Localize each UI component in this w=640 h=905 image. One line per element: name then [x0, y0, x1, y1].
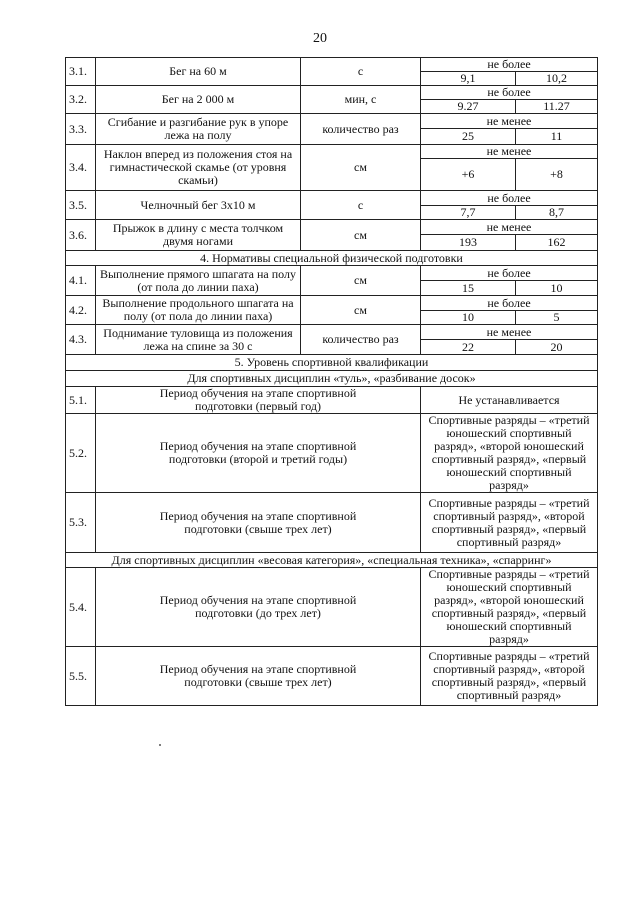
- table-row: [66, 414, 598, 493]
- unit: мин, с: [301, 86, 421, 114]
- row-number: 5.5.: [66, 647, 96, 706]
- row-number: 5.3.: [66, 493, 96, 553]
- table-row: [66, 325, 598, 340]
- table-row: [66, 145, 598, 159]
- table-row: [66, 493, 598, 553]
- value-1: +6: [421, 159, 516, 191]
- exercise-name: Бег на 60 м: [96, 58, 301, 86]
- condition: не более: [421, 266, 598, 281]
- condition: не более: [421, 191, 598, 206]
- row-number: 3.4.: [66, 145, 96, 191]
- condition: не менее: [421, 325, 598, 340]
- value-2: 162: [516, 235, 598, 251]
- exercise-name: Наклон вперед из положения стоя на гимнастической скамье (от уровня скамьи): [96, 145, 301, 191]
- table-row: [66, 220, 598, 235]
- section-header: 4. Нормативы специальной физической подготовки: [66, 251, 598, 266]
- row-number: 3.1.: [66, 58, 96, 86]
- value-1: 10: [421, 311, 516, 325]
- unit: см: [301, 220, 421, 251]
- period-name: Период обучения на этапе спортивной подготовки (первый год): [96, 387, 421, 414]
- value-2: 8,7: [516, 206, 598, 220]
- value-2: 5: [516, 311, 598, 325]
- table-row: [66, 296, 598, 311]
- scan-speck: [159, 744, 161, 746]
- row-number: 4.3.: [66, 325, 96, 355]
- condition: не менее: [421, 220, 598, 235]
- value-1: 9,1: [421, 72, 516, 86]
- period-name: Период обучения на этапе спортивной подготовки (свыше трех лет): [96, 493, 421, 553]
- qualification-value: Не устанавливается: [421, 387, 598, 414]
- value-2: +8: [516, 159, 598, 191]
- value-2: 11.27: [516, 100, 598, 114]
- exercise-name: Поднимание туловища из положения лежа на спине за 30 с: [96, 325, 301, 355]
- standards-table: [65, 57, 598, 706]
- section-header: 5. Уровень спортивной квалификации: [66, 355, 598, 371]
- row-number: 3.3.: [66, 114, 96, 145]
- table-row: [66, 568, 598, 647]
- unit: см: [301, 266, 421, 296]
- condition: не менее: [421, 114, 598, 129]
- row-number: 4.1.: [66, 266, 96, 296]
- table-row: [66, 114, 598, 129]
- condition: не менее: [421, 145, 598, 159]
- value-1: 9.27: [421, 100, 516, 114]
- exercise-name: Сгибание и разгибание рук в упоре лежа на полу: [96, 114, 301, 145]
- unit: с: [301, 58, 421, 86]
- unit: количество раз: [301, 114, 421, 145]
- table-row: [66, 266, 598, 281]
- condition: не более: [421, 58, 598, 72]
- subsection-header: Для спортивных дисциплин «весовая категория», «специальная техника», «спарринг»: [66, 553, 598, 568]
- row-number: 3.5.: [66, 191, 96, 220]
- period-name: Период обучения на этапе спортивной подготовки (свыше трех лет): [96, 647, 421, 706]
- qualification-value: Спортивные разряды – «третий юношеский спортивный разряд», «второй юношеский спортивный разряд», «первый юношеский спортивный разряд»: [421, 568, 598, 647]
- period-name: Период обучения на этапе спортивной подготовки (до трех лет): [96, 568, 421, 647]
- table-row: [66, 647, 598, 706]
- condition: не более: [421, 296, 598, 311]
- exercise-name: Бег на 2 000 м: [96, 86, 301, 114]
- value-2: 20: [516, 340, 598, 355]
- qualification-value: Спортивные разряды – «третий спортивный разряд», «второй спортивный разряд», «первый спортивный разряд»: [421, 493, 598, 553]
- row-number: 3.6.: [66, 220, 96, 251]
- unit: см: [301, 296, 421, 325]
- row-number: 5.1.: [66, 387, 96, 414]
- row-number: 3.2.: [66, 86, 96, 114]
- exercise-name: Выполнение продольного шпагата на полу (от пола до линии паха): [96, 296, 301, 325]
- value-1: 25: [421, 129, 516, 145]
- exercise-name: Прыжок в длину с места толчком двумя ногами: [96, 220, 301, 251]
- table-row: [66, 191, 598, 206]
- value-2: 10,2: [516, 72, 598, 86]
- value-1: 7,7: [421, 206, 516, 220]
- row-number: 5.2.: [66, 414, 96, 493]
- table-row: [66, 387, 598, 414]
- qualification-value: Спортивные разряды – «третий спортивный разряд», «второй спортивный разряд», «первый спортивный разряд»: [421, 647, 598, 706]
- value-1: 193: [421, 235, 516, 251]
- unit: количество раз: [301, 325, 421, 355]
- value-1: 22: [421, 340, 516, 355]
- page-number: 20: [313, 31, 327, 46]
- unit: см: [301, 145, 421, 191]
- value-1: 15: [421, 281, 516, 296]
- subsection-header: Для спортивных дисциплин «туль», «разбивание досок»: [66, 371, 598, 387]
- value-2: 10: [516, 281, 598, 296]
- table-row: [66, 58, 598, 72]
- value-2: 11: [516, 129, 598, 145]
- condition: не более: [421, 86, 598, 100]
- exercise-name: Челночный бег 3х10 м: [96, 191, 301, 220]
- row-number: 4.2.: [66, 296, 96, 325]
- table-row: [66, 86, 598, 100]
- unit: с: [301, 191, 421, 220]
- exercise-name: Выполнение прямого шпагата на полу (от пола до линии паха): [96, 266, 301, 296]
- period-name: Период обучения на этапе спортивной подготовки (второй и третий годы): [96, 414, 421, 493]
- qualification-value: Спортивные разряды – «третий юношеский спортивный разряд», «второй юношеский спортивный разряд», «первый юношеский спортивный разряд»: [421, 414, 598, 493]
- row-number: 5.4.: [66, 568, 96, 647]
